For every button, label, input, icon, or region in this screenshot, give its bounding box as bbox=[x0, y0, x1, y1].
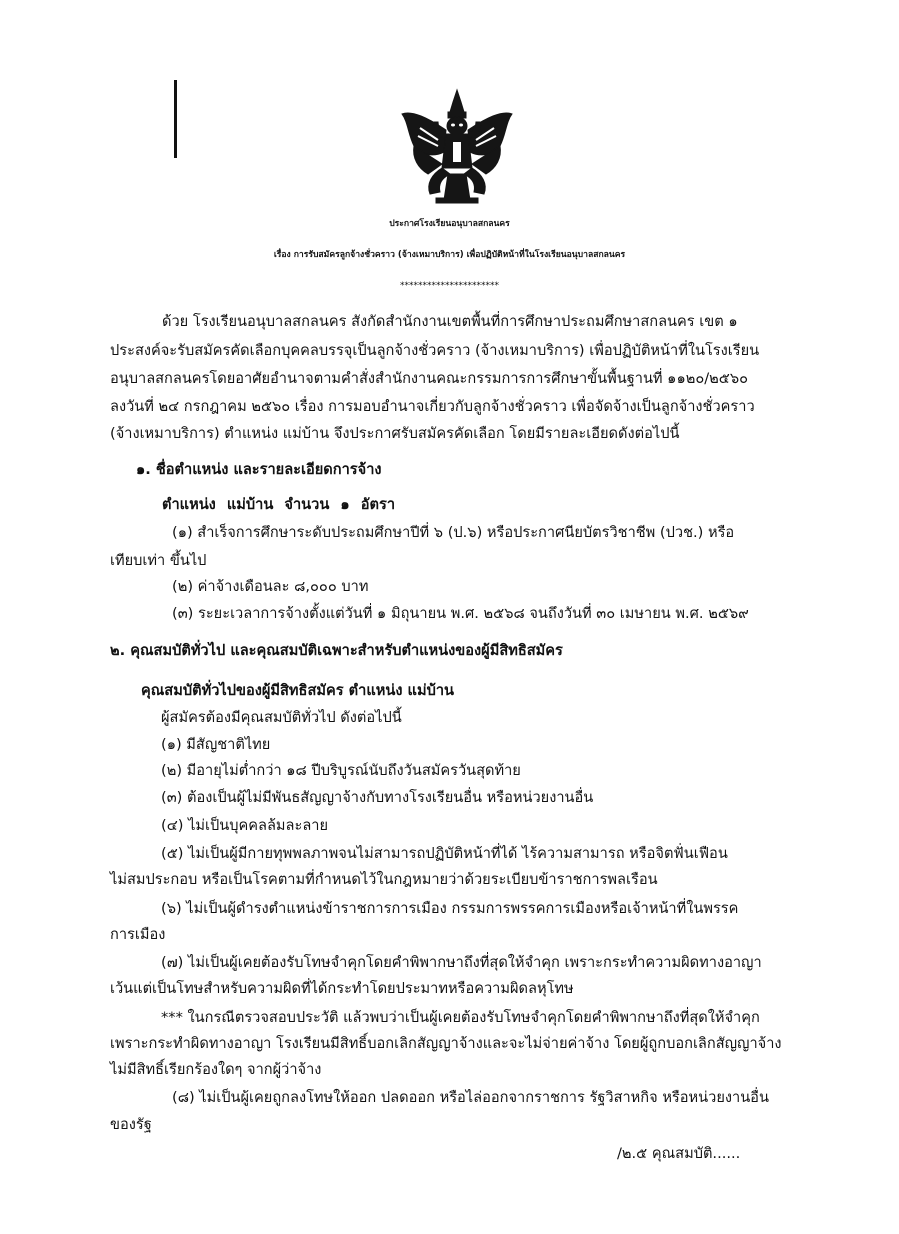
qualification-note: เพราะกระทำผิดทางอาญา โรงเรียนมีสิทธิ์บอกเลิกสัญญาจ้างและจะไม่จ่ายค่าจ้าง โดยผู้ถูกบอกเลิกสัญญาจ้าง bbox=[110, 1035, 782, 1052]
section2-heading: ๒. คุณสมบัติทั่วไป และคุณสมบัติเฉพาะสำหรับตำแหน่งของผู้มีสิทธิสมัคร bbox=[110, 642, 563, 659]
intro-line: อนุบาลสกลนครโดยอาศัยอำนาจตามคำสั่งสำนักงานคณะกรรมการการศึกษาขั้นพื้นฐานที่ ๑๑๒๐/๒๕๖๐ bbox=[110, 370, 748, 387]
qualification-line: ของรัฐ bbox=[110, 1116, 152, 1133]
qualification-line: (๘) ไม่เป็นผู้เคยถูกลงโทษให้ออก ปลดออก หรือไล่ออกจากราชการ รัฐวิสาหกิจ หรือหน่วยงานอื่น bbox=[172, 1089, 769, 1106]
section2-subheading: คุณสมบัติทั่วไปของผู้มีสิทธิสมัคร ตำแหน่ง แม่บ้าน bbox=[141, 682, 455, 699]
section1-item: (๓) ระยะเวลาการจ้างตั้งแต่วันที่ ๑ มิถุนายน พ.ศ. ๒๕๖๘ จนถึงวันที่ ๓๐ เมษายน พ.ศ. ๒๕๖๙ bbox=[172, 605, 749, 622]
section1-heading: ๑. ชื่อตำแหน่ง และรายละเอียดการจ้าง bbox=[136, 461, 382, 478]
header-separator: ********************** bbox=[400, 281, 499, 291]
qualification-line: (๓) ต้องเป็นผู้ไม่มีพันธสัญญาจ้างกับทางโรงเรียนอื่น หรือหน่วยงานอื่น bbox=[161, 789, 594, 806]
intro-line: ลงวันที่ ๒๔ กรกฎาคม ๒๕๖๐ เรื่อง การมอบอำนาจเกี่ยวกับลูกจ้างชั่วคราว เพื่อจัดจ้างเป็นลูกจ้างชั่วคราว bbox=[110, 398, 755, 415]
scan-mark bbox=[174, 80, 177, 158]
announcement-subject: เรื่อง การรับสมัครลูกจ้างชั่วคราว (จ้างเหมาบริการ) เพื่อปฏิบัติหน้าที่ในโรงเรียนอนุบาลสกลนคร bbox=[273, 250, 626, 260]
qualification-line: การเมือง bbox=[110, 926, 166, 943]
position-line: ตำแหน่ง แม่บ้าน จำนวน ๑ อัตรา bbox=[162, 496, 396, 513]
qualification-line: (๖) ไม่เป็นผู้ดำรงตำแหน่งข้าราชการการเมือง กรรมการพรรคการเมืองหรือเจ้าหน้าที่ในพรรค bbox=[161, 900, 739, 917]
intro-line: (จ้างเหมาบริการ) ตำแหน่ง แม่บ้าน จึงประกาศรับสมัครคัดเลือก โดยมีรายละเอียดดังต่อไปนี้ bbox=[110, 425, 680, 442]
section1-item: (๑) สำเร็จการศึกษาระดับประถมศึกษาปีที่ ๖ (ป.๖) หรือประกาศนียบัตรวิชาชีพ (ปวช.) หรือ bbox=[172, 524, 735, 541]
qualification-line: (๒) มีอายุไม่ต่ำกว่า ๑๘ ปีบริบูรณ์นับถึงวันสมัครวันสุดท้าย bbox=[161, 762, 521, 779]
qualification-line: (๕) ไม่เป็นผู้มีกายทุพพลภาพจนไม่สามารถปฏิบัติหน้าที่ได้ ไร้ความสามารถ หรือจิตฟั่นเฟือน bbox=[161, 845, 728, 862]
qualification-line: (๔) ไม่เป็นบุคคลล้มละลาย bbox=[161, 817, 329, 834]
page-continuation: /๒.๕ คุณสมบัติ...... bbox=[617, 1145, 741, 1162]
qualification-line: (๑) มีสัญชาติไทย bbox=[161, 736, 271, 753]
qualification-note: ไม่มีสิทธิ์เรียกร้องใดๆ จากผู้ว่าจ้าง bbox=[110, 1061, 322, 1078]
qualification-line: (๗) ไม่เป็นผู้เคยต้องรับโทษจำคุกโดยคำพิพากษาถึงที่สุดให้จำคุก เพราะกระทำความผิดทางอาญา bbox=[161, 954, 762, 971]
section1-item: เทียบเท่า ขึ้นไป bbox=[110, 552, 207, 569]
qualification-note: *** ในกรณีตรวจสอบประวัติ แล้วพบว่าเป็นผู้เคยต้องรับโทษจำคุกโดยคำพิพากษาถึงที่สุดให้จำคุก bbox=[161, 1009, 760, 1026]
intro-line: ด้วย โรงเรียนอนุบาลสกลนคร สังกัดสำนักงานเขตพื้นที่การศึกษาประถมศึกษาสกลนคร เขต ๑ bbox=[162, 313, 738, 330]
announcement-title: ประกาศโรงเรียนอนุบาลสกลนคร bbox=[389, 219, 510, 229]
qualification-line: ผู้สมัครต้องมีคุณสมบัติทั่วไป ดังต่อไปนี้ bbox=[161, 709, 402, 726]
qualification-line: เว้นแต่เป็นโทษสำหรับความผิดที่ได้กระทำโดยประมาทหรือความผิดลหุโทษ bbox=[110, 980, 574, 997]
qualification-line: ไม่สมประกอบ หรือเป็นโรคตามที่กำหนดไว้ในกฎหมายว่าด้วยระเบียบข้าราชการพลเรือน bbox=[110, 871, 658, 888]
section1-item: (๒) ค่าจ้างเดือนละ ๘,๐๐๐ บาท bbox=[172, 578, 369, 595]
garuda-emblem-icon bbox=[398, 88, 516, 206]
intro-line: ประสงค์จะรับสมัครคัดเลือกบุคคลบรรจุเป็นลูกจ้างชั่วคราว (จ้างเหมาบริการ) เพื่อปฏิบัติหน้าที่ในโรงเรียน bbox=[110, 342, 760, 359]
